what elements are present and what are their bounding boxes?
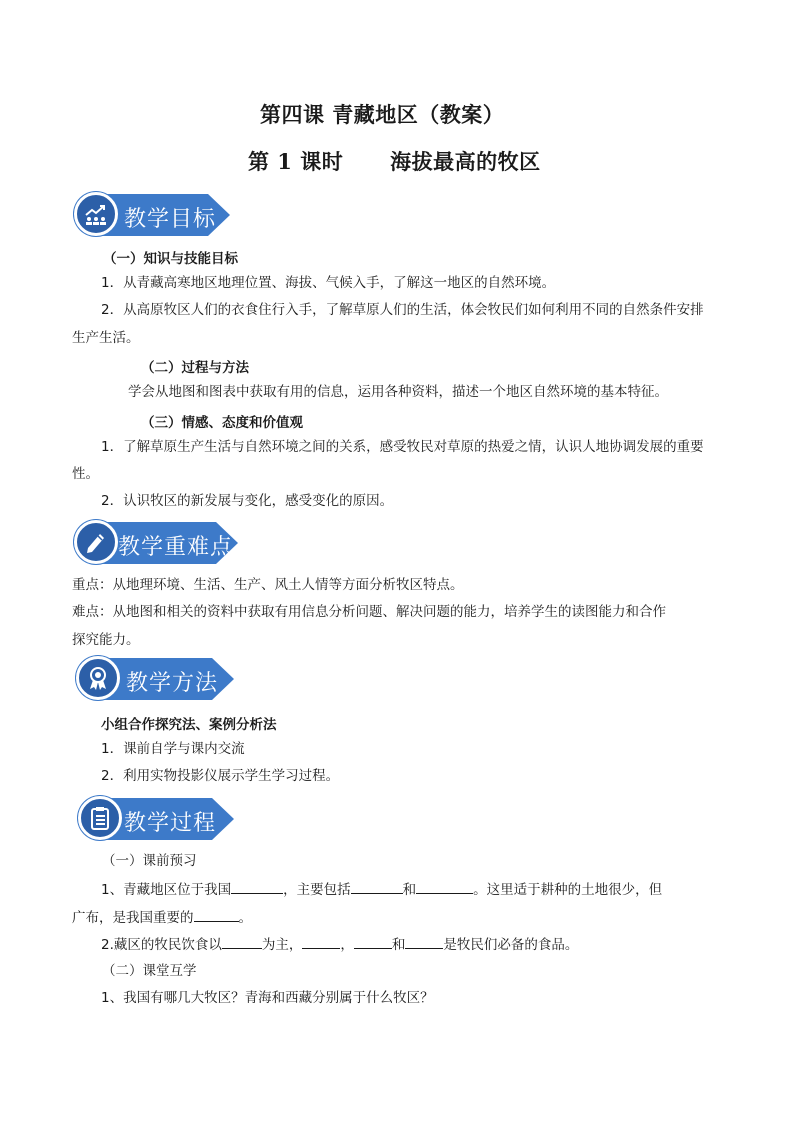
process-heading-1: （一）课前预习 — [102, 853, 197, 869]
q1-text-5: 广布，是我国重要的 — [72, 910, 194, 926]
q2-text-1: 2.藏区的牧民饮食以 — [101, 937, 222, 953]
process-banner-label: 教学过程 — [124, 811, 217, 836]
methods-banner-label: 教学方法 — [126, 671, 219, 696]
goals-item-5: 2．认识牧区的新发展与变化，感受变化的原因。 — [101, 493, 394, 509]
q1-text-3: 和 — [402, 882, 417, 898]
q1-text-6: 。 — [238, 910, 252, 926]
page-title: 第四课 青藏地区（教案） — [260, 102, 505, 127]
goals-item-2-cont: 生产生活。 — [72, 330, 140, 346]
difficult-point-cont: 探究能力。 — [72, 632, 140, 648]
difficult-point: 难点：从地图和相关的资料中获取有用信息分析问题、解决问题的能力，培养学生的读图能力和合作 — [72, 604, 666, 620]
q2-text-5: 是牧民们必备的食品。 — [443, 937, 579, 953]
preview-question-2 — [101, 934, 578, 954]
goals-item-2: 2．从高原牧区人们的衣食住行入手，了解草原人们的生活，体会牧民们如何利用不同的自然条件安排 — [101, 302, 704, 318]
preview-question-1 — [101, 879, 662, 899]
award-ribbon-icon — [85, 665, 111, 691]
answer-blank[interactable] — [231, 879, 283, 894]
methods-heading: 小组合作探究法、案例分析法 — [101, 717, 277, 733]
process-heading-2: （二）课堂互学 — [102, 963, 197, 979]
answer-blank[interactable] — [416, 879, 473, 894]
q2-text-4: 和 — [391, 937, 406, 953]
answer-blank[interactable] — [194, 907, 239, 922]
difficulty-banner — [74, 522, 238, 564]
process-banner — [78, 798, 234, 840]
answer-blank[interactable] — [222, 934, 262, 949]
pencil-icon — [83, 529, 109, 555]
answer-blank[interactable] — [302, 934, 340, 949]
q1-text-1: 1、青藏地区位于我国 — [101, 882, 232, 898]
q1-text-2: ，主要包括 — [283, 882, 351, 898]
lesson-subtitle: 第 1 课时 海拔最高的牧区 — [248, 149, 541, 174]
clipboard-icon — [87, 805, 113, 831]
answer-blank[interactable] — [354, 934, 392, 949]
q2-text-3: ， — [340, 937, 354, 953]
preview-question-1-cont — [72, 907, 252, 927]
goals-heading-2: （二）过程与方法 — [141, 360, 249, 376]
key-point: 重点：从地理环境、生活、生产、风土人情等方面分析牧区特点。 — [72, 577, 464, 593]
goals-item-4: 1．了解草原生产生活与自然环境之间的关系，感受牧民对草原的热爱之情，认识人地协调发展的重要 — [101, 439, 704, 455]
goals-heading-1: （一）知识与技能目标 — [103, 251, 238, 267]
goals-item-3: 学会从地图和图表中获取有用的信息，运用各种资料，描述一个地区自然环境的基本特征。 — [128, 384, 668, 400]
answer-blank[interactable] — [405, 934, 443, 949]
q1-text-4: 。这里适于耕种的土地很少，但 — [473, 882, 663, 898]
methods-banner — [76, 658, 234, 700]
goals-item-4-cont: 性。 — [72, 466, 99, 482]
methods-item-1: 1．课前自学与课内交流 — [101, 741, 245, 757]
answer-blank[interactable] — [351, 879, 403, 894]
goals-banner — [74, 194, 230, 236]
goals-heading-3: （三）情感、态度和价值观 — [141, 415, 303, 431]
goals-item-1: 1．从青藏高寒地区地理位置、海拔、气候入手，了解这一地区的自然环境。 — [101, 275, 556, 291]
difficulty-banner-label: 教学重难点 — [118, 535, 234, 560]
methods-item-2: 2．利用实物投影仪展示学生学习过程。 — [101, 768, 340, 784]
class-question-1: 1、我国有哪几大牧区？青海和西藏分别属于什么牧区？ — [101, 990, 434, 1006]
goals-banner-label: 教学目标 — [124, 207, 217, 232]
q2-text-2: 为主， — [261, 937, 303, 953]
growth-chart-icon — [83, 201, 109, 227]
